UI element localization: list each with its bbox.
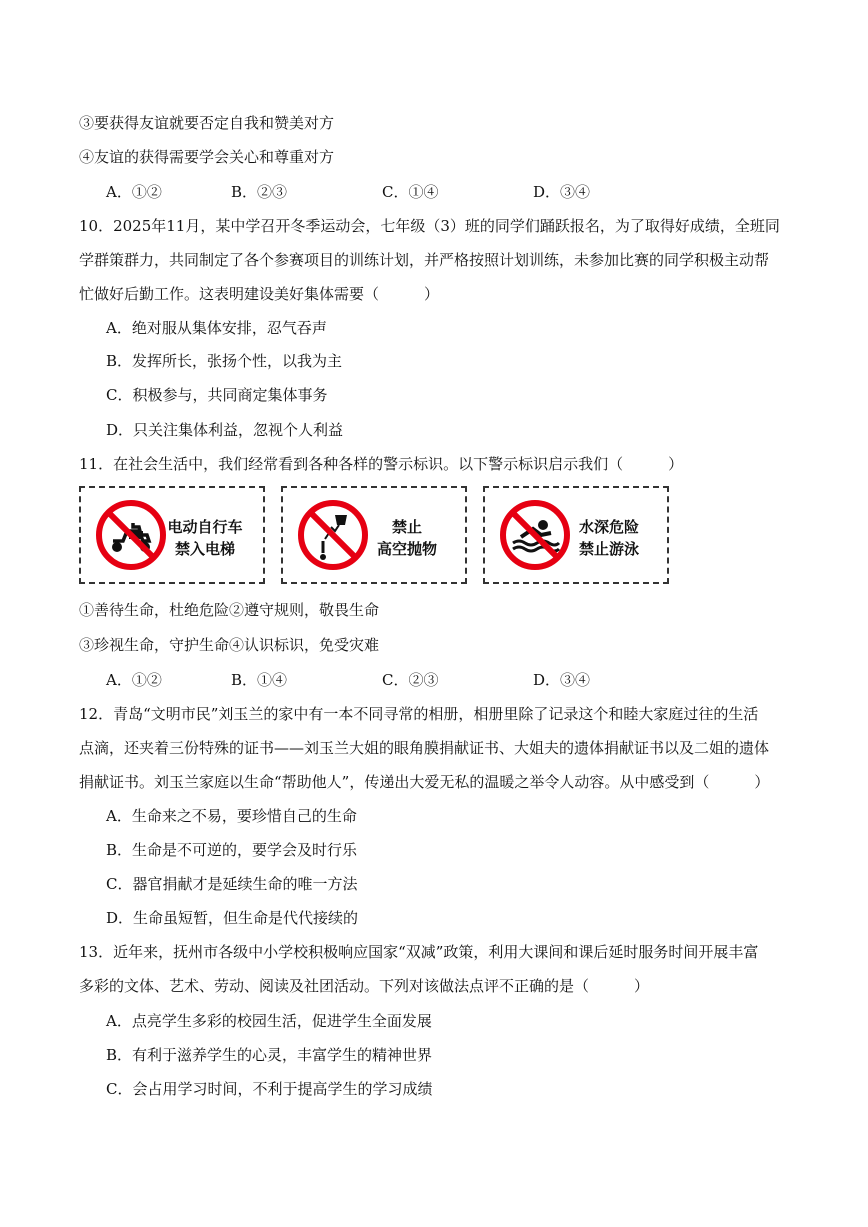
warning-sign-ebike <box>79 486 265 584</box>
q11-items-3-4: ③珍视生命，守护生命④认识标识，免受灾难 <box>79 636 380 654</box>
q10-option-d: D．只关注集体利益，忽视个人利益 <box>106 421 344 439</box>
q13-option-b: B．有利于滋养学生的心灵，丰富学生的精神世界 <box>106 1046 433 1064</box>
q12-stem-line-1: 12．青岛“文明市民”刘玉兰的家中有一本不同寻常的相册，相册里除了记录这个和睦大家庭过往的生活 <box>79 705 759 723</box>
warning-sign-throwing <box>281 486 467 584</box>
sign-throwing-line-2: 高空抛物 <box>376 540 437 558</box>
q10-option-b: B．发挥所长，张扬个性，以我为主 <box>106 352 343 370</box>
sign-ebike-line-1: 电动自行车 <box>167 518 243 536</box>
q12-option-d: D．生命虽短暂，但生命是代代接续的 <box>106 909 359 927</box>
q12-option-c: C．器官捐献才是延续生命的唯一方法 <box>106 875 358 893</box>
sign-swimming-line-2: 禁止游泳 <box>578 540 639 558</box>
q13-stem-line-1: 13．近年来，抚州市各级中小学校积极响应国家“双减”政策，利用大课间和课后延时服务时间开展丰富 <box>79 943 759 961</box>
warning-sign-swimming <box>483 486 669 584</box>
q12-option-b: B．生命是不可逆的，要学会及时行乐 <box>106 841 358 859</box>
q9-option-d: D．③④ <box>533 183 591 201</box>
warning-signs-row <box>79 486 679 588</box>
q10-stem-line-3: 忙做好后勤工作。这表明建设美好集体需要（ ） <box>79 285 440 303</box>
q9-item-4: ④友谊的获得需要学会关心和尊重对方 <box>79 148 335 166</box>
sign-throwing-text <box>357 516 457 560</box>
sign-swimming-line-1: 水深危险 <box>578 518 639 536</box>
q11-stem: 11．在社会生活中，我们经常看到各种各样的警示标识。以下警示标识启示我们（ ） <box>79 455 684 473</box>
q9-option-b: B．②③ <box>231 183 288 201</box>
q13-stem-line-2: 多彩的文体、艺术、劳动、阅读及社团活动。下列对该做法点评不正确的是（ ） <box>79 977 650 995</box>
sign-ebike-text <box>155 516 255 560</box>
sign-ebike-line-2: 禁入电梯 <box>174 540 235 558</box>
q13-option-a: A．点亮学生多彩的校园生活，促进学生全面发展 <box>106 1012 432 1030</box>
q9-option-c: C．①④ <box>382 183 439 201</box>
q10-stem-line-1: 10．2025年11月，某中学召开冬季运动会，七年级（3）班的同学们踊跃报名，为了取得好成绩，全班同 <box>79 217 780 235</box>
q9-option-a: A．①② <box>106 183 162 201</box>
q10-option-c: C．积极参与，共同商定集体事务 <box>106 386 328 404</box>
q11-option-a: A．①② <box>106 671 162 689</box>
q12-option-a: A．生命来之不易，要珍惜自己的生命 <box>106 807 357 825</box>
sign-swimming-text <box>559 516 659 560</box>
q11-items-1-2: ①善待生命，杜绝危险②遵守规则，敬畏生命 <box>79 601 380 619</box>
q10-option-a: A．绝对服从集体安排，忍气吞声 <box>106 319 327 337</box>
q13-option-c: C．会占用学习时间，不利于提高学生的学习成绩 <box>106 1080 433 1098</box>
q11-option-c: C．②③ <box>382 671 439 689</box>
q9-item-3: ③要获得友谊就要否定自我和赞美对方 <box>79 114 335 132</box>
q12-stem-line-2: 点滴，还夹着三份特殊的证书——刘玉兰大姐的眼角膜捐献证书、大姐夫的遗体捐献证书以及二姐的遗体 <box>79 739 770 757</box>
q11-option-b: B．①④ <box>231 671 288 689</box>
sign-throwing-line-1: 禁止 <box>391 518 422 536</box>
q12-stem-line-3: 捐献证书。刘玉兰家庭以生命“帮助他人”，传递出大爱无私的温暖之举令人动容。从中感受到（ ） <box>79 773 770 791</box>
q11-option-d: D．③④ <box>533 671 591 689</box>
q10-stem-line-2: 学群策群力，共同制定了各个参赛项目的训练计划，并严格按照计划训练，未参加比赛的同学积极主动帮 <box>79 251 770 269</box>
